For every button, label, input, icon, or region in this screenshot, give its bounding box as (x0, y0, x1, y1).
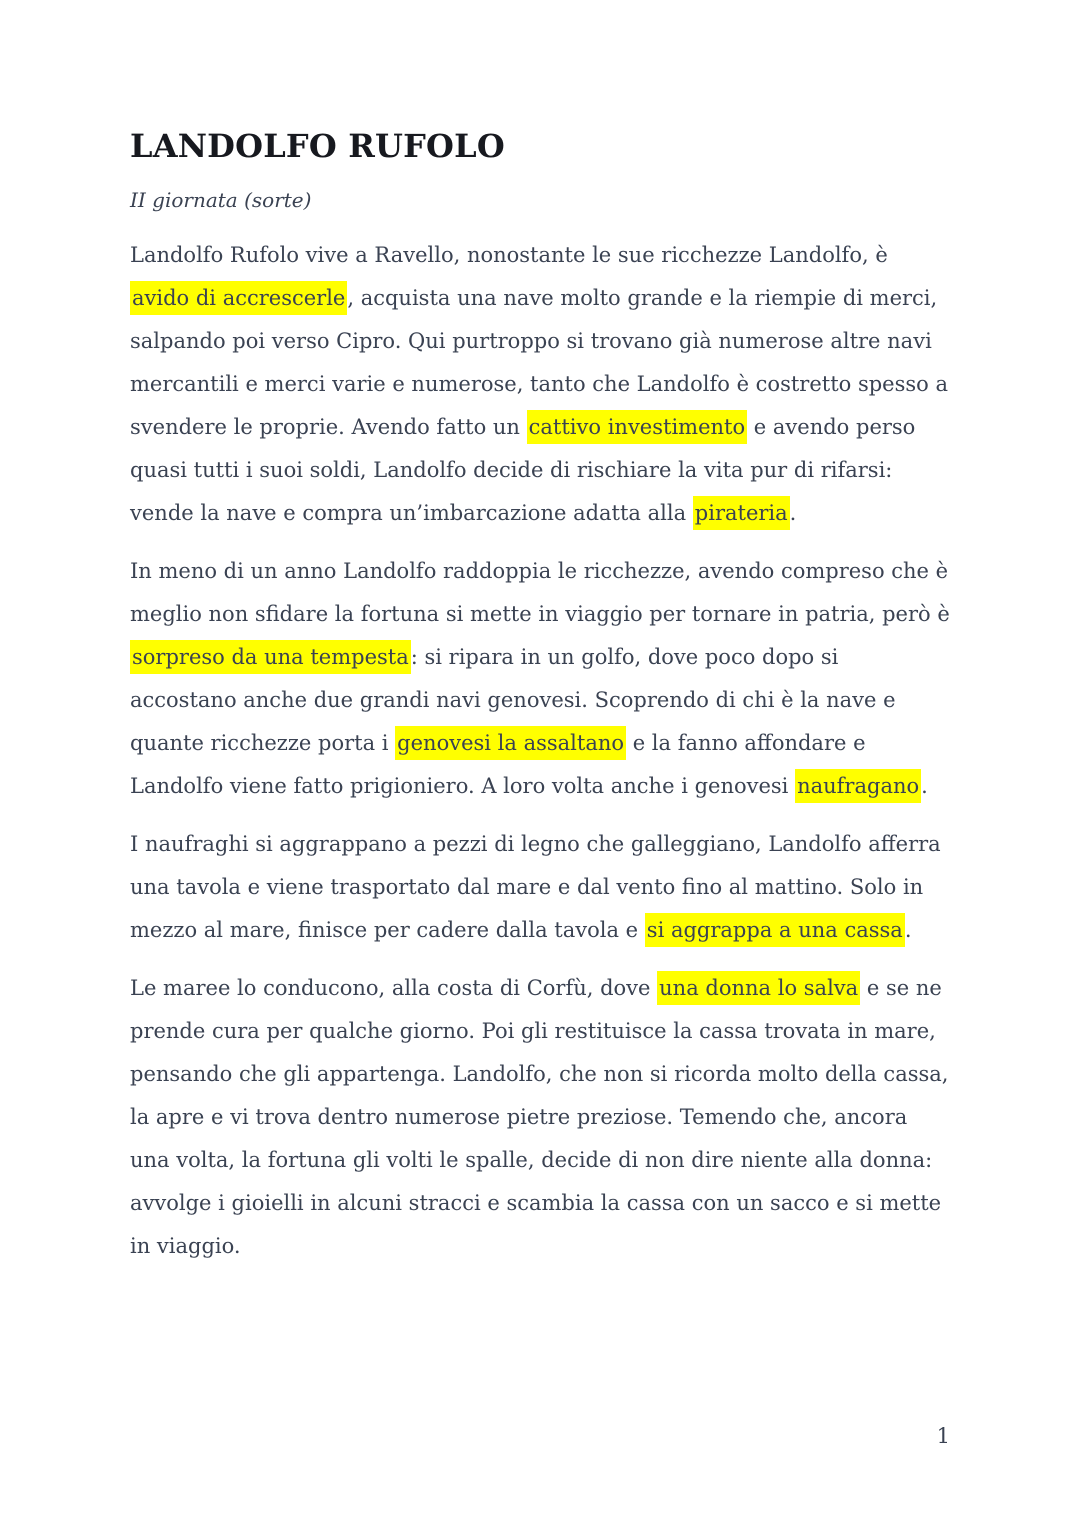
highlighted-text: naufragano (795, 769, 921, 803)
paragraph (130, 967, 950, 1268)
text-segment: : si ripara in un golfo, dove poco dopo si accostano anche due grandi navi genovesi. Scoprendo di chi è la nave e quante ricchezze porta i (130, 645, 896, 755)
highlighted-text: si aggrappa a una cassa (645, 913, 905, 947)
text-segment: e avendo perso quasi tutti i suoi soldi, Landolfo decide di rischiare la vita pur di rifarsi: vende la nave e compra un’imbarcazione adatta alla (130, 415, 916, 525)
highlighted-text: sorpreso da una tempesta (130, 640, 411, 674)
text-segment: , acquista una nave molto grande e la riempie di merci, salpando poi verso Cipro. Qui purtroppo si trovano già numerose altre navi mercantili e merci varie e numerose, tanto che Landolfo è costretto spesso a svendere le proprie. Avendo fatto un (130, 286, 948, 439)
paragraph (130, 550, 950, 808)
text-segment: In meno di un anno Landolfo raddoppia le ricchezze, avendo compreso che è meglio non sfidare la fortuna si mette in viaggio per tornare in patria, però è (130, 559, 950, 626)
text-segment: . (921, 774, 928, 798)
text-segment: Landolfo Rufolo vive a Ravello, nonostante le sue ricchezze Landolfo, è (130, 243, 888, 267)
highlighted-text: pirateria (693, 496, 790, 530)
highlighted-text: cattivo investimento (527, 410, 747, 444)
page-number: 1 (936, 1424, 950, 1448)
text-segment: . (789, 501, 797, 525)
paragraph (130, 234, 950, 535)
page-subtitle: II giornata (sorte) (130, 188, 312, 212)
highlighted-text: genovesi la assaltano (395, 726, 626, 760)
paragraph (130, 823, 950, 952)
text-segment: Le maree lo conducono, alla costa di Corfù, dove (130, 976, 658, 1000)
text-segment: e se ne prende cura per qualche giorno. Poi gli restituisce la cassa trovata in mare, pensando che gli appartenga. Landolfo, che non si ricorda molto della cassa, la apre e vi trova dentro numerose pietre preziose. Temendo che, ancora una volta, la fortuna gli volti le spalle, decide di non dire niente alla donna: avvolge i gioielli in alcuni stracci e scambia la cassa con un sacco e si mette in viaggio. (130, 976, 949, 1258)
highlighted-text: una donna lo salva (657, 971, 860, 1005)
document-body (130, 234, 950, 1268)
page-title: LANDOLFO RUFOLO (130, 127, 505, 165)
highlighted-text: avido di accrescerle (130, 281, 347, 315)
text-segment: . (904, 918, 912, 942)
text-segment: I naufraghi si aggrappano a pezzi di legno che galleggiano, Landolfo afferra una tavola e viene trasportato dal mare e dal vento fino al mattino. Solo in mezzo al mare, finisce per cadere dalla tavola e (130, 832, 941, 942)
text-segment: e la fanno affondare e Landolfo viene fatto prigioniero. A loro volta anche i genovesi (130, 731, 866, 798)
